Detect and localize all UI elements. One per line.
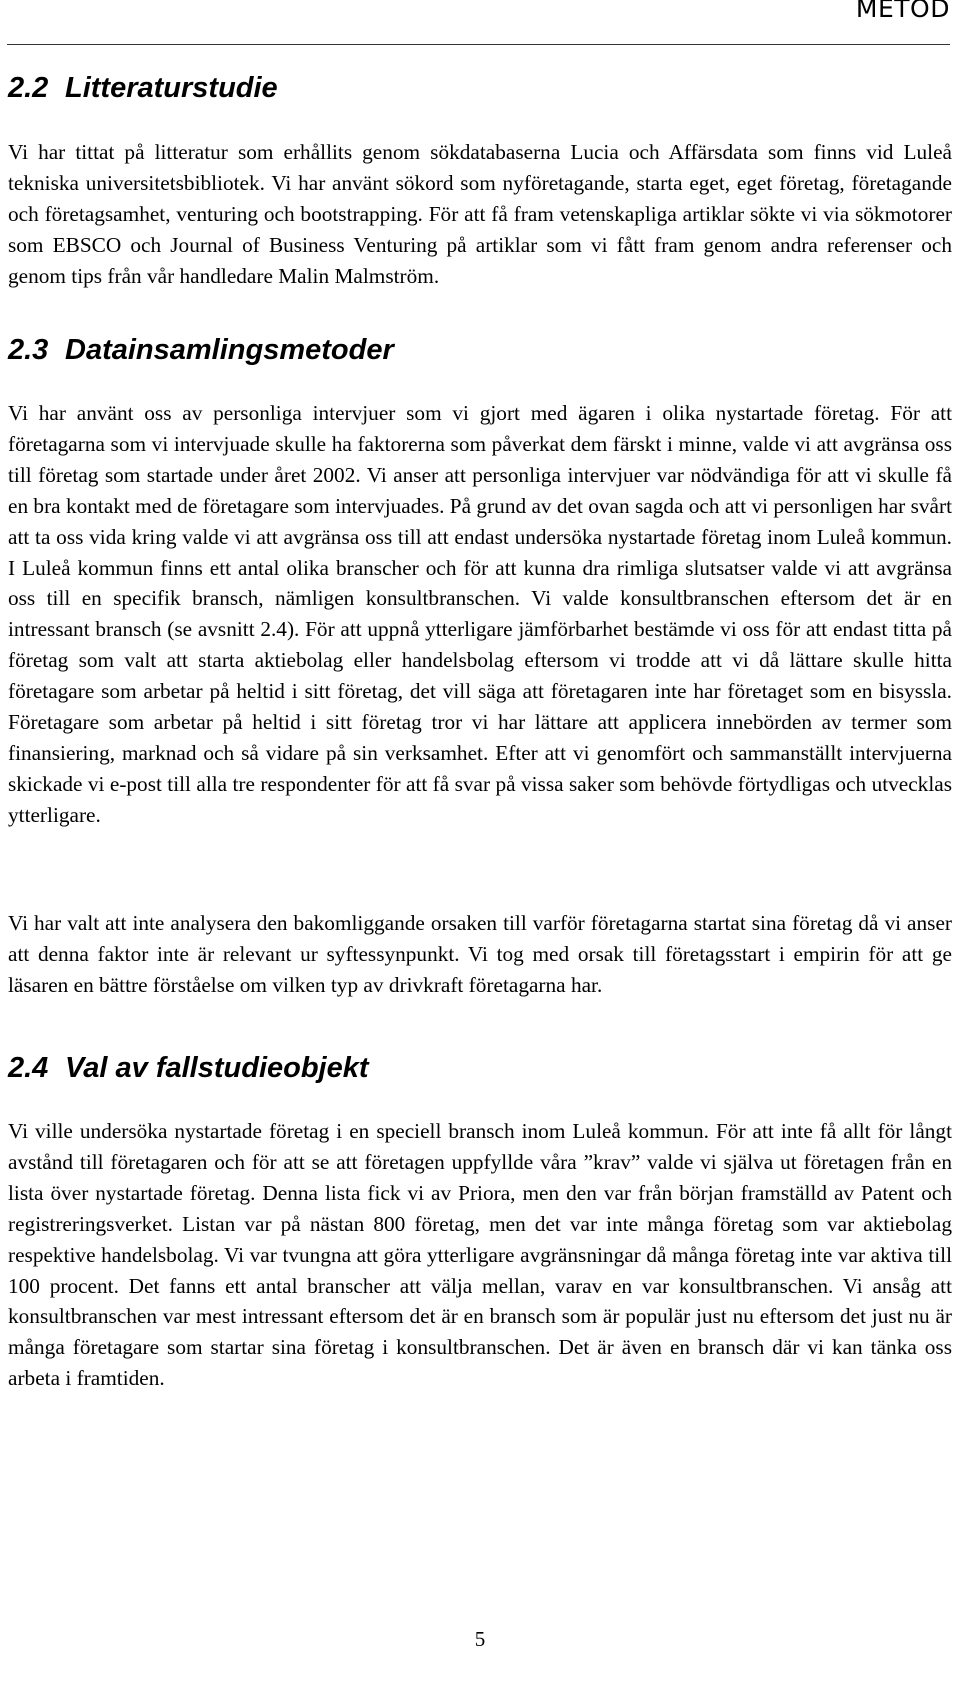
section-heading-2-3 <box>8 334 394 367</box>
section-number: 2.3 <box>8 334 49 366</box>
paragraph-datainsamling-2: Vi har valt att inte analysera den bakomliggande orsaken till varför företagarna startat sina företag då vi anser att denna faktor inte är relevant ur syftessynpunkt. Vi tog med orsak till företagsstart i empirin för att ge läsaren en bättre förståelse om vilken typ av drivkraft företagarna har. <box>8 911 952 997</box>
section-title: Litteraturstudie <box>65 72 278 104</box>
section-number: 2.2 <box>8 72 49 104</box>
paragraph-fallstudieobjekt: Vi ville undersöka nystartade företag i en speciell bransch inom Luleå kommun. För att inte få allt för långt avstånd till företagaren och för att se att företagen uppfyllde våra ”krav” valde vi själva ut företagen från en lista över nystartade företag. Denna lista fick vi av Priora, men den var från början framställd av Patent och registreringsverket. Listan var på nästan 800 företag, men det var inte många företag som var aktiebolag respektive handelsbolag. Vi var tvungna att göra ytterligare avgränsningar då många företag inte var aktiva till 100 procent. Det fanns ett antal branscher att välja mellan, varav en var konsultbranschen. Vi ansåg att konsultbranschen var mest intressant eftersom det är en bransch som är populär just nu eftersom det just nu är många företagare som startar sina företag i konsultbranschen. Det är även en bransch där vi kan tänka oss arbeta i framtiden. <box>8 1119 952 1391</box>
section-number: 2.4 <box>8 1052 49 1084</box>
paragraph-litteraturstudie: Vi har tittat på litteratur som erhållits genom sökdatabaserna Lucia och Affärsdata som finns vid Luleå tekniska universitetsbibliotek. Vi har använt sökord som nyföretagande, starta eget, eget företag, företagande och företagsamhet, venturing och bootstrapping. För att få fram vetenskapliga artiklar sökte vi via sökmotorer som EBSCO och Journal of Business Venturing på artiklar som vi fått fram genom andra referenser och genom tips från vår handledare Malin Malmström. <box>8 140 952 288</box>
section-title: Val av fallstudieobjekt <box>65 1052 369 1084</box>
section-heading-2-2 <box>8 72 278 105</box>
page-number: 5 <box>474 1627 486 1651</box>
header-rule <box>7 44 950 45</box>
paragraph-datainsamling-1: Vi har använt oss av personliga intervjuer som vi gjort med ägaren i olika nystartade företag. För att företagarna som vi intervjuade skulle ha faktorerna som påverkat dem färskt i minne, valde vi att avgränsa oss till företag som startade under året 2002. Vi anser att personliga intervjuer var nödvändiga för att vi skulle få en bra kontakt med de företagare som intervjuades. På grund av det ovan sagda och att vi personligen har svårt att ta oss vida kring valde vi att avgränsa oss till att endast undersöka nystartade företag inom Luleå kommun. I Luleå kommun finns ett antal olika branscher och för att kunna dra rimliga slutsatser valde vi att avgränsa oss till en specifik bransch, nämligen konsultbranschen. Vi valde konsultbranschen eftersom det är en intressant bransch (se avsnitt 2.4). För att uppnå ytterligare jämförbarhet bestämde vi oss för att endast titta på företag som valt att starta aktiebolag eller handelsbolag eftersom vi trodde att vi då lättare skulle hitta företagare som arbetar på heltid i sitt företag, det vill säga att företagaren inte har företaget som en bisyssla. Företagare som arbetar på heltid i sitt företag tror vi har lättare att applicera innebörden av termer som finansiering, marknad och så vidare på sin verksamhet. Efter att vi genomfört och sammanställt intervjuerna skickade vi e-post till alla tre respondenter för att få svar på vissa saker som behövde förtydligas och utvecklas ytterligare. <box>8 401 952 827</box>
section-title: Datainsamlingsmetoder <box>65 334 394 366</box>
running-header: METOD <box>855 0 950 23</box>
section-heading-2-4 <box>8 1052 369 1085</box>
